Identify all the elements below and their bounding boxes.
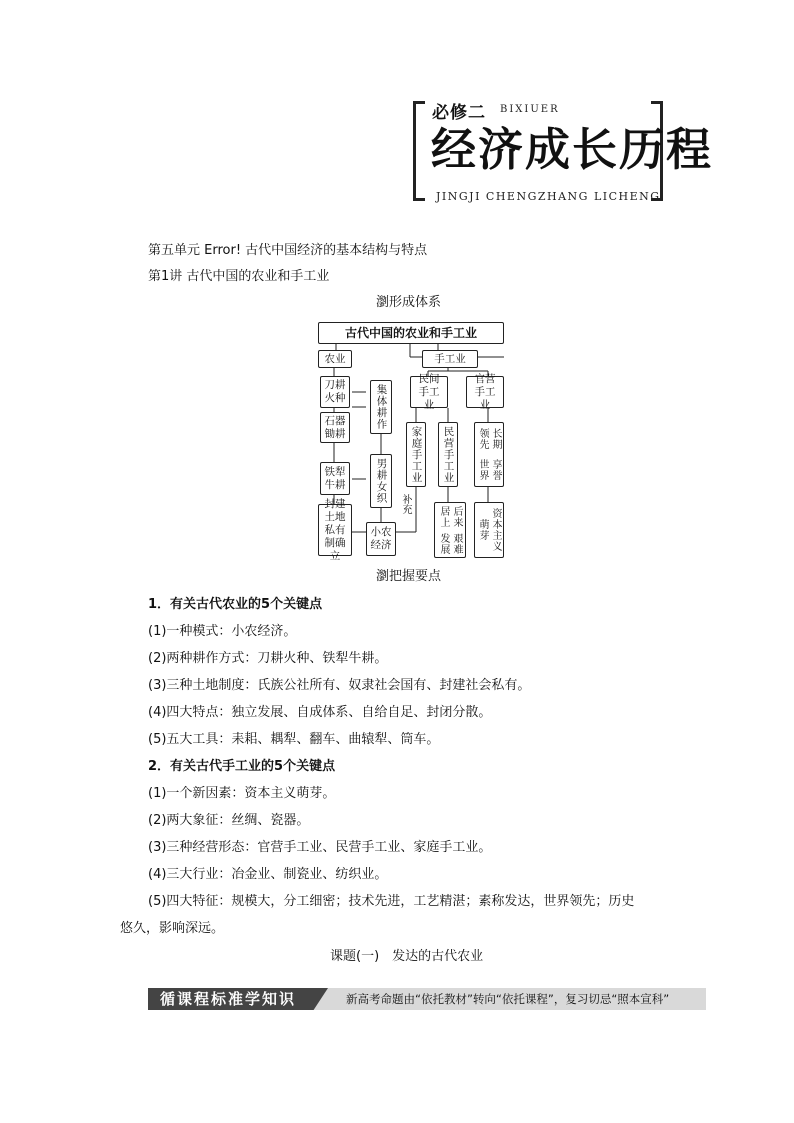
craft-heading: 2．有关古代手工业的5个关键点 (148, 759, 336, 774)
craft-item: (3)三种经营形态：官营手工业、民营手工业、家庭手工业。 (148, 840, 492, 855)
craft-item: (4)三大行业：冶金业、制瓷业、纺织业。 (148, 867, 388, 882)
topic-title: 课题(一) 发达的古代农业 (330, 949, 484, 964)
section-system-title: 瀏形成体系 (376, 295, 442, 310)
lesson-title: 第1讲 古代中国的农业和手工业 (148, 269, 330, 284)
craft-item-continued: 悠久，影响深远。 (120, 921, 225, 936)
diagram-houlai: 后来居上 (438, 505, 462, 528)
unit-title: 第五单元 Error! 古代中国经济的基本结构与特点 (148, 243, 428, 258)
diagram-handicraft: 手工业 (422, 350, 478, 368)
diagram-minying-traits (434, 502, 466, 558)
diagram-ziben (474, 502, 504, 558)
diagram-xiaonong: 小农经济 (366, 522, 396, 556)
agri-item: (3)三种土地制度：氏族公社所有、奴隶社会国有、封建社会私有。 (148, 678, 531, 693)
diagram-jiti: 集体耕作 (370, 380, 392, 434)
header-small-title: 必修二 (432, 103, 486, 123)
diagram-agriculture: 农业 (318, 350, 352, 368)
agri-item: (2)两种耕作方式：刀耕火种、铁犁牛耕。 (148, 651, 388, 666)
diagram-changqi: 长期领先 (477, 427, 501, 450)
header-pinyin-top: BIXIUER (500, 104, 560, 115)
header-big-title: 经济成长历程 (431, 123, 714, 176)
diagram-fengjian: 封建土地私有制确立 (318, 504, 352, 556)
agri-heading: 1．有关古代农业的5个关键点 (148, 597, 323, 612)
diagram-ziben-label: 资本主义萌芽 (477, 508, 501, 552)
diagram-shiqi: 石器锄耕 (320, 412, 350, 443)
agri-item: (5)五大工具：耒耜、耦犁、翻车、曲辕犁、筒车。 (148, 732, 440, 747)
craft-item: (1)一个新因素：资本主义萌芽。 (148, 786, 336, 801)
header-pinyin-bottom: JINGJI CHENGZHANG LICHENG (436, 190, 661, 203)
diagram-jiannan: 艰难发展 (438, 532, 462, 555)
section-banner-title: 循课程标准学知识 (160, 990, 297, 1008)
diagram-nangeng: 男耕女织 (370, 454, 392, 508)
section-banner-text: 新高考命题由“依托教材”转向“依托课程”，复习切忌“照本宣科” (346, 992, 670, 1006)
diagram-jiating: 家庭手工业 (406, 422, 426, 487)
diagram-tieli: 铁犁牛耕 (320, 462, 350, 495)
section-points-title: 瀏把握要点 (376, 569, 442, 584)
diagram-guanying: 官营手工业 (466, 376, 504, 408)
diagram-xiangyu: 享誉世界 (477, 459, 501, 482)
craft-item: (5)四大特征：规模大，分工细密；技术先进，工艺精湛；素称发达，世界领先；历史 (148, 894, 635, 909)
diagram-guanying-traits (474, 422, 504, 487)
diagram-root: 古代中国的农业和手工业 (318, 322, 504, 344)
agri-item: (1)一种模式：小农经济。 (148, 624, 297, 639)
structure-diagram (318, 322, 504, 562)
diagram-buchong: 补充 (400, 494, 411, 514)
diagram-daogeng: 刀耕火种 (320, 376, 350, 408)
craft-item: (2)两大象征：丝绸、瓷器。 (148, 813, 310, 828)
diagram-minjian: 民间手工业 (410, 376, 448, 408)
header-bracket-left (413, 101, 425, 201)
agri-item: (4)四大特点：独立发展、自成体系、自给自足、封闭分散。 (148, 705, 492, 720)
diagram-minying: 民营手工业 (438, 422, 458, 487)
